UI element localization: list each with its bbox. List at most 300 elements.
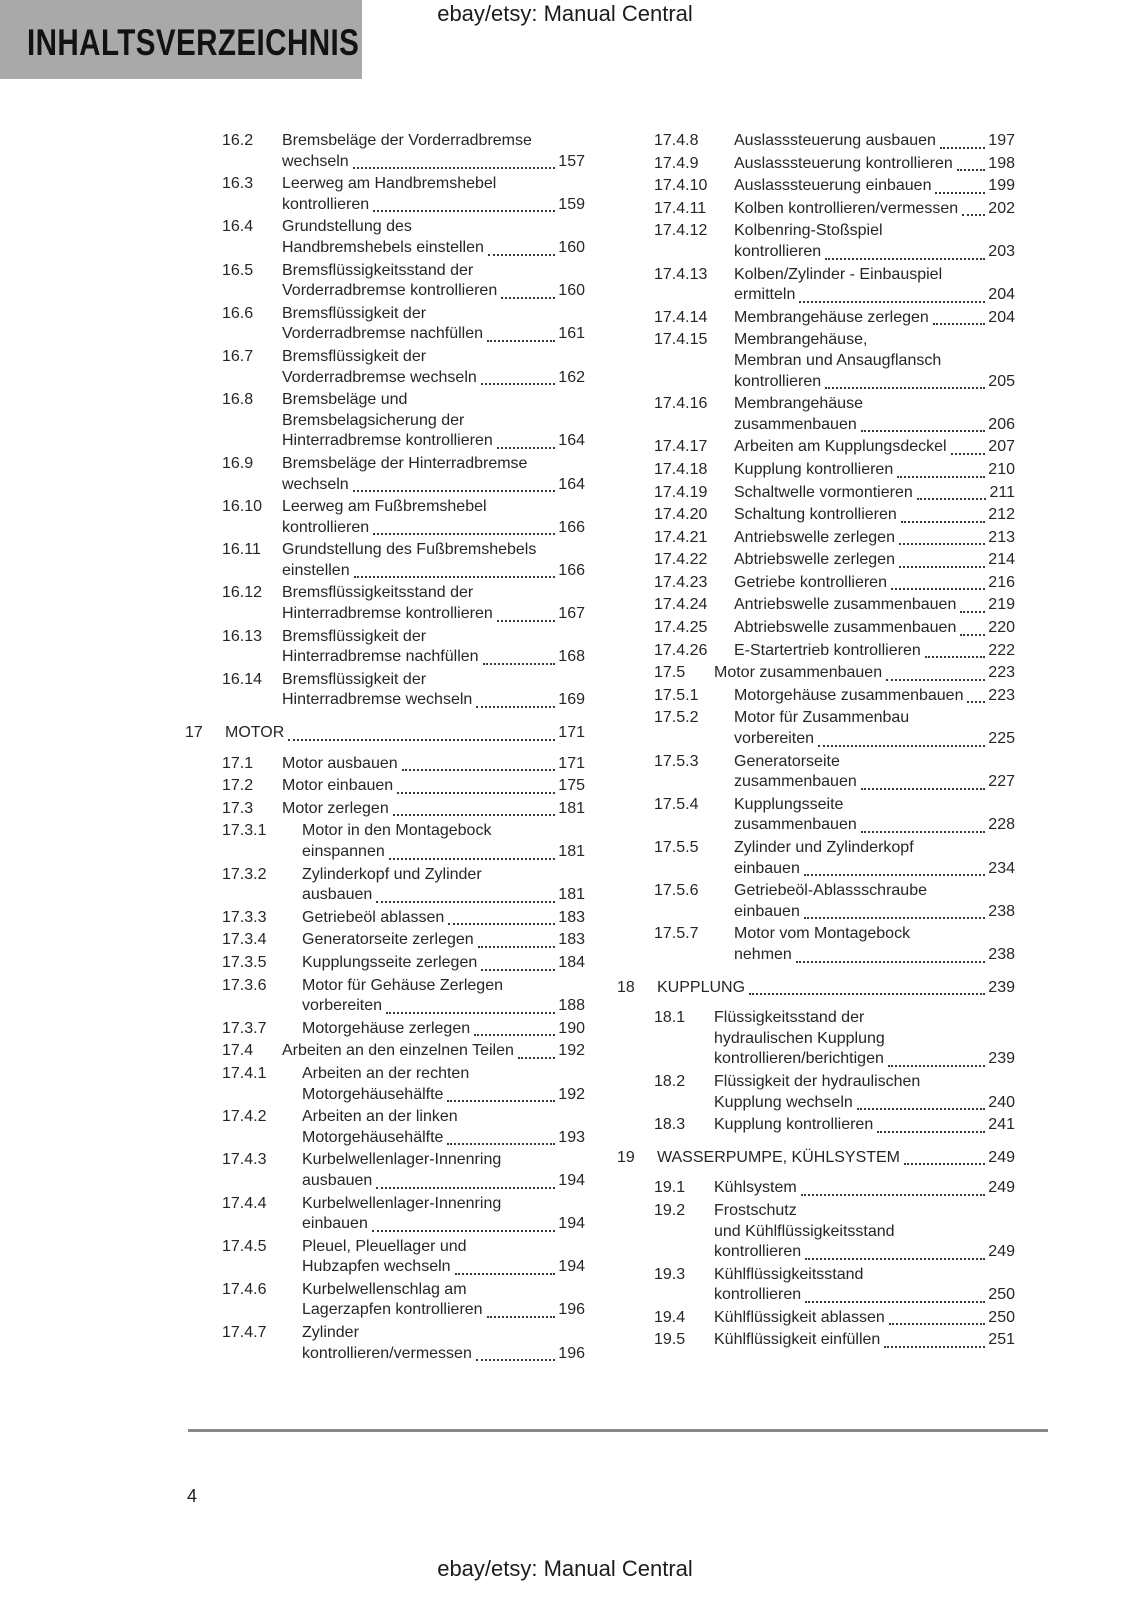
toc-entry-page: 171 [558,724,585,742]
toc-entry-number: 18.1 [654,1009,686,1027]
toc-entry-title: Membrangehäuse [734,395,863,413]
dot-leader [481,368,556,386]
toc-entry-title-line [282,238,585,259]
toc-entry-title: Motor zusammenbauen [714,664,883,682]
toc-entry [185,799,585,820]
toc-entry-number: 17.4.2 [222,1108,267,1126]
toc-entry-page: 239 [988,1050,1015,1068]
toc-entry-number: 16.9 [222,454,254,472]
toc-entry-title: Motor zerlegen [282,799,389,817]
dot-leader [901,505,986,523]
toc-entry-number: 16.8 [222,391,254,409]
toc-entry [617,1308,1015,1329]
toc-entry [185,821,585,862]
toc-entry-number: 16.5 [222,261,254,279]
toc-entry-title-line [302,1300,585,1321]
toc-entry-title: Handbremshebels einstellen [282,238,484,256]
toc-entry-page: 190 [558,1019,585,1037]
toc-entry [617,330,1015,392]
toc-entry-number: 17.4.23 [654,573,708,591]
toc-entry [617,394,1015,435]
dot-leader [897,460,985,478]
toc-entry-page: 196 [558,1301,585,1319]
toc-entry [185,865,585,906]
dot-leader [501,281,555,299]
toc-entry-title-line [302,1171,585,1192]
toc-entry-title: Leerweg am Handbremshebel [282,175,497,193]
toc-entry [617,308,1015,329]
toc-entry-body [657,1148,1015,1169]
toc-entry-title: Abtriebswelle zerlegen [734,551,895,569]
toc-entry-title: Getriebeöl-Ablassschraube [734,882,927,900]
dot-leader [373,195,555,213]
toc-entry-number: 19 [617,1148,635,1166]
toc-entry-page: 194 [558,1171,585,1189]
toc-entry-body [302,976,585,1017]
toc-entry-title-line [282,195,585,216]
toc-entry-title-line [734,176,1015,197]
toc-entry-title: Getriebe kontrollieren [734,573,887,591]
toc-entry-body [302,1194,585,1235]
toc-entry-title: Leerweg am Fußbremshebel [282,498,487,516]
toc-entry-body [734,618,1015,639]
toc-entry [185,1237,585,1278]
toc-entry-body [734,437,1015,458]
toc-entry [617,924,1015,965]
toc-entry-number: 17.2 [222,777,254,795]
toc-entry-title: einspannen [302,843,385,860]
toc-entry [185,390,585,452]
toc-entry-number: 17.5.4 [654,795,699,813]
toc-entry-body [714,1201,1015,1263]
toc-entry-number: 16.10 [222,498,263,516]
toc-entry-title: Kupplungsseite zerlegen [302,953,478,971]
dot-leader [967,686,985,704]
toc-entry [185,497,585,538]
toc-entry-page: 219 [988,596,1015,614]
toc-entry-title-line [714,1285,1015,1306]
toc-entry-title-line [714,1049,1015,1070]
toc-entry-number: 17.4.8 [654,132,699,149]
dot-leader [402,754,556,772]
toc-entry-title-line [282,561,585,582]
toc-entry-title-line [282,152,585,173]
toc-entry [185,930,585,951]
toc-entry-number: 17.3.6 [222,976,267,994]
toc-entry-number: 17.5.1 [654,686,699,704]
toc-entry-number: 19.5 [654,1331,686,1349]
toc-entry-number: 17.4.4 [222,1194,267,1212]
toc-entry-title-line [302,842,585,863]
toc-entry-page: 181 [558,843,585,860]
toc-entry [617,752,1015,793]
dot-leader [933,308,986,326]
toc-entry-number: 17.5.7 [654,925,699,943]
toc-entry-page: 220 [988,619,1015,637]
toc-entry-body [302,930,585,951]
toc-entry-page: 164 [558,475,585,493]
toc-entry-body [282,304,585,345]
toc-entry-page: 250 [988,1286,1015,1304]
toc-entry-title: Zylinderkopf und Zylinder [302,865,482,883]
toc-entry-page: 251 [988,1331,1015,1349]
toc-entry-title: vorbereiten [302,997,383,1015]
toc-entry-title: wechseln [282,152,349,170]
toc-entry [185,776,585,797]
toc-entry-title-line [714,1242,1015,1263]
toc-entry-title: Vorderradbremse nachfüllen [282,325,484,343]
toc-entry-number: 16.7 [222,347,254,365]
toc-column-left [185,131,585,1366]
toc-entry [185,454,585,495]
toc-entry-page: 181 [558,799,585,817]
toc-entry-title-line [734,415,1015,436]
toc-entry [185,540,585,581]
toc-entry-page: 234 [988,859,1015,877]
toc-entry [617,663,1015,684]
toc-entry-page: 162 [558,368,585,386]
toc-entry-title-line [225,723,585,744]
toc-entry-title: Schaltwelle vormontieren [734,483,913,501]
toc-entry-title: Bremsflüssigkeit der [282,627,427,645]
toc-entry-body [282,754,585,775]
toc-entry-title: Flüssigkeitsstand der [714,1009,865,1027]
toc-entry-body [714,1072,1015,1113]
toc-entry-number: 17.4.11 [654,199,707,217]
toc-entry-body [282,390,585,452]
dot-leader [886,663,985,681]
toc-entry-title: Hubzapfen wechseln [302,1258,451,1276]
toc-entry-title: Motorgehäuse zusammenbauen [734,686,964,704]
toc-entry-body [282,627,585,668]
toc-entry-title: Flüssigkeit der hydraulischen [714,1072,921,1090]
toc-entry-title-line [302,953,585,974]
toc-entry-body [714,1008,1015,1070]
toc-entry-body [734,394,1015,435]
toc-entry-number: 17.4.25 [654,619,708,637]
toc-entry-title: ausbauen [302,1171,373,1189]
toc-entry-body [657,978,1015,999]
dot-leader [805,1242,985,1260]
toc-entry-body [282,454,585,495]
toc-entry-page: 223 [988,686,1015,704]
toc-entry-body [282,174,585,215]
toc-entry-title: kontrollieren [734,372,822,390]
toc-entry-body [734,881,1015,922]
toc-entry [185,583,585,624]
toc-entry [617,1072,1015,1113]
toc-entry-title-line [282,518,585,539]
toc-entry [617,460,1015,481]
toc-entry [617,199,1015,220]
toc-entry-page: 228 [988,816,1015,834]
toc-entry-title: Hinterradbremse kontrollieren [282,605,493,623]
toc-entry [185,261,585,302]
dot-leader [804,902,985,920]
dot-leader [448,908,555,926]
toc-entry-body [302,821,585,862]
toc-entry-number: 17.3.4 [222,931,267,949]
toc-entry-page: 175 [558,777,585,795]
toc-entry-title: hydraulischen Kupplung [714,1029,885,1047]
toc-entry-title-line [302,930,585,951]
toc-entry-title: einbauen [302,1215,368,1233]
toc-entry-title: Zylinder [302,1324,359,1342]
toc-entry-body [734,686,1015,707]
toc-entry-title: Hinterradbremse nachfüllen [282,648,479,666]
toc-entry-number: 16.2 [222,132,254,149]
toc-entry-body [302,1237,585,1278]
toc-entry-number: 17.4.1 [222,1064,267,1082]
toc-entry-title: Auslasssteuerung ausbauen [734,132,936,149]
toc-entry-title: Kolben kontrollieren/vermessen [734,199,959,217]
dot-leader [353,475,556,493]
toc-entry [617,131,1015,152]
toc-entry-page: 250 [988,1308,1015,1326]
toc-entry-title-line [734,372,1015,393]
toc-entry [617,483,1015,504]
toc-entry-page: 206 [988,415,1015,433]
toc-entry [185,976,585,1017]
dot-leader [447,1128,555,1146]
toc-entry-title-line [282,281,585,302]
toc-entry-title: MOTOR [225,724,285,742]
toc-entry-title: Motorgehäusehälfte [302,1085,444,1103]
toc-entry-page: 192 [558,1085,585,1103]
toc-entry-title: zusammenbauen [734,773,857,791]
dot-leader [799,285,985,303]
toc-entry-number: 16.12 [222,584,263,602]
toc-entry [617,978,1015,999]
toc-entry-body [734,924,1015,965]
dot-leader [805,1285,985,1303]
toc-entry-title: Bremsflüssigkeitsstand der [282,584,474,602]
toc-entry-title: Kühlsystem [714,1179,797,1197]
toc-entry-title-line [734,460,1015,481]
toc-entry-page: 249 [988,1179,1015,1197]
toc-entry-title-line [734,902,1015,923]
dot-leader [925,641,986,659]
toc-entry-page: 194 [558,1215,585,1233]
toc-entry [185,304,585,345]
toc-entry-body [282,776,585,797]
toc-entry-title: nehmen [734,945,792,963]
toc-entry-title: Bremsflüssigkeitsstand der [282,261,474,279]
toc-entry-title: einbauen [734,902,800,920]
toc-entry-number: 17.4.10 [654,177,708,195]
toc-entry-number: 16.11 [222,541,261,559]
toc-entry-number: 17.4.5 [222,1237,267,1255]
toc-entry-title-line [714,1308,1015,1329]
dot-leader [476,690,555,708]
toc-entry-title: Bremsbeläge der Vorderradbremse [282,132,532,149]
toc-entry-body [734,752,1015,793]
toc-entry-body [734,265,1015,306]
toc-entry-body [282,670,585,711]
toc-entry-title: Membrangehäuse, [734,331,868,349]
toc-entry-title: Kurbelwellenschlag am [302,1280,467,1298]
toc-entry-body [714,663,1015,684]
dot-leader [483,647,556,665]
dot-leader [397,776,555,794]
dot-leader [386,996,555,1014]
toc-entry-title: einstellen [282,561,350,579]
toc-entry-title: Arbeiten an den einzelnen Teilen [282,1042,514,1060]
dot-leader [518,1041,555,1059]
toc-entry-title: Kühlflüssigkeitsstand [714,1265,864,1283]
toc-entry-page: 199 [988,177,1015,195]
toc-entry-title: Generatorseite [734,752,840,770]
toc-entry-number: 18 [617,978,635,996]
toc-entry-title: Pleuel, Pleuellager und [302,1237,467,1255]
toc-entry-page: 181 [558,886,585,904]
toc-entry-title: Arbeiten an der rechten [302,1064,470,1082]
toc-entry [185,953,585,974]
toc-entry-title: Grundstellung des Fußbremshebels [282,541,537,559]
toc-entry-page: 238 [988,945,1015,963]
toc-entry-number: 17.4.20 [654,506,708,524]
toc-entry-title: Antriebswelle zerlegen [734,528,895,546]
toc-entry-title: kontrollieren/vermessen [302,1344,472,1362]
toc-entry-body [302,953,585,974]
toc-entry-page: 240 [988,1093,1015,1111]
toc-entry-page: 159 [558,195,585,213]
toc-entry-title: kontrollieren [282,195,370,213]
toc-entry-number: 17.4.7 [222,1324,267,1342]
toc-entry-page: 171 [558,754,585,772]
toc-entry-page: 241 [988,1116,1015,1134]
toc-entry-body [734,708,1015,749]
toc-entry-title: Frostschutz [714,1201,797,1219]
toc-entry-page: 196 [558,1344,585,1362]
dot-leader [957,154,986,172]
toc-entry-page: 249 [988,1243,1015,1261]
toc-entry [185,1064,585,1105]
toc-entry [617,595,1015,616]
toc-entry-title: Motor vom Montagebock [734,925,911,943]
toc-entry [617,1265,1015,1306]
toc-entry-title-line [282,799,585,820]
toc-entry-title-line [657,978,1015,999]
toc-entry-body [734,154,1015,175]
toc-entry-number: 17.4.9 [654,154,699,172]
toc-entry-title: Motor ausbauen [282,754,398,772]
toc-entry [617,550,1015,571]
dot-leader [455,1257,556,1275]
dot-leader [749,978,985,996]
toc-entry-number: 17.3 [222,799,254,817]
toc-entry-title: Membran und Ansaugflansch [734,351,942,369]
toc-entry-title: Bremsbelagsicherung der [282,411,465,429]
toc-entry [617,154,1015,175]
toc-entry [617,265,1015,306]
toc-entry [185,1107,585,1148]
toc-entry-title-line [282,776,585,797]
toc-entry-number: 17.3.1 [222,822,267,840]
dot-leader [889,1308,986,1326]
toc-entry-page: 193 [558,1128,585,1146]
toc-entry-title-line [734,131,1015,152]
toc-entry-body [734,330,1015,392]
toc-entry-number: 17.4.16 [654,395,708,413]
toc-entry-title: Kupplung kontrollieren [714,1116,874,1134]
toc-entry-number: 17.4.17 [654,438,708,456]
toc-entry-number: 17.4.3 [222,1151,267,1169]
page-number: 4 [187,1486,198,1506]
toc-entry-title: Grundstellung des [282,218,412,236]
toc-entry-title-line [714,1330,1015,1351]
dot-leader [935,176,985,194]
toc-entry-page: 203 [988,242,1015,260]
dot-leader [904,1148,985,1166]
toc-entry-title: kontrollieren/berichtigen [714,1050,884,1068]
toc-entry-body [282,799,585,820]
toc-entry-title: wechseln [282,475,349,493]
toc-entry-title-line [282,324,585,345]
toc-entry-page: 166 [558,518,585,536]
toc-entry-title-line [734,483,1015,504]
page-heading-box [0,0,362,79]
toc-entry-title: Lagerzapfen kontrollieren [302,1301,483,1319]
toc-entry [617,1148,1015,1169]
dot-leader [476,1344,555,1362]
toc-entry-number: 17.4.15 [654,331,708,349]
toc-entry-title: Kurbelwellenlager-Innenring [302,1151,502,1169]
toc-entry-number: 17.1 [222,754,254,772]
toc-entry-body [282,497,585,538]
toc-entry-number: 17.3.5 [222,953,267,971]
toc-entry [185,670,585,711]
toc-column-right [617,131,1015,1353]
toc-entry-number: 17 [185,724,203,742]
toc-entry-title-line [302,1085,585,1106]
toc-entry-title: E-Startertrieb kontrollieren [734,641,921,659]
toc-entry-title-line [734,550,1015,571]
toc-entry-title-line [302,1128,585,1149]
toc-entry-title: Auslasssteuerung kontrollieren [734,154,953,172]
toc-entry-title: Bremsflüssigkeit der [282,347,427,365]
toc-entry-title: Motorgehäusehälfte [302,1128,444,1146]
toc-entry [617,528,1015,549]
toc-entry-title: Kühlflüssigkeit einfüllen [714,1331,881,1349]
toc-entry [185,1280,585,1321]
toc-entry [617,708,1015,749]
toc-entry-title-line [734,285,1015,306]
toc-entry-page: 222 [988,641,1015,659]
toc-entry-body [734,131,1015,152]
dot-leader [288,723,555,741]
toc-entry-title-line [282,431,585,452]
footer-doc-title: ebay/etsy: Manual Central [437,1556,693,1581]
dot-leader [917,483,986,501]
toc-entry-title-line [282,475,585,496]
header-doc-title: ebay/etsy: Manual Central [437,1,693,26]
toc-entry-title-line [734,686,1015,707]
footer-divider [188,1429,1048,1432]
toc-entry-title-line [734,199,1015,220]
toc-entry-title: Vorderradbremse kontrollieren [282,282,498,300]
dot-leader [353,152,556,170]
dot-leader [393,799,556,817]
toc-entry-body [734,176,1015,197]
toc-entry-title-line [714,1093,1015,1114]
toc-entry-title: Getriebeöl ablassen [302,908,445,926]
toc-entry-title: Kupplung wechseln [714,1093,853,1111]
toc-entry-number: 17.5.2 [654,709,699,727]
toc-entry-page: 169 [558,691,585,709]
toc-entry-number: 17.3.3 [222,908,267,926]
dot-leader [861,815,986,833]
